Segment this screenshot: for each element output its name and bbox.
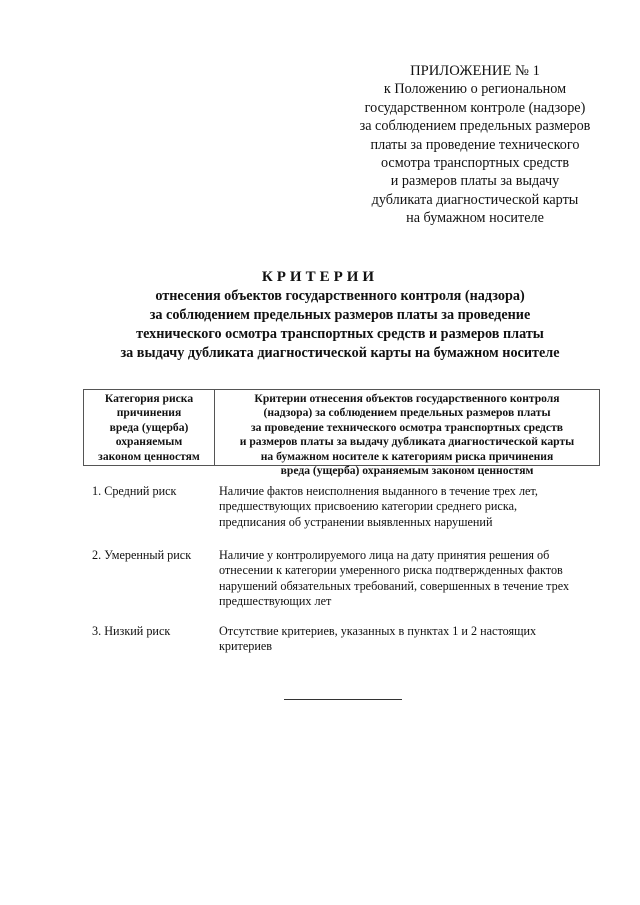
appendix-line: на бумажном носителе [406,210,544,227]
table-row [92,484,602,530]
criteria-line: нарушений обязательных требований, совершенных в течение трех [219,578,570,593]
subtitle-line: за соблюдением предельных размеров платы за проведение [149,307,531,323]
criteria-line: отнесении к категории умеренного риска подтвержденных фактов [219,563,563,578]
header-criteria [215,390,599,478]
appendix-line: платы за проведение технического [370,136,580,153]
header-risk-category [84,390,215,465]
header-line: причинения [116,406,182,420]
appendix-line: за соблюдением предельных размеров [359,118,591,135]
appendix-line: к Положению о региональном [383,81,567,98]
end-divider [284,699,402,700]
header-line: (надзора) за соблюдением предельных размеров платы [263,406,551,420]
header-line: и размеров платы за выдачу дубликата диагностической карты [239,435,575,449]
appendix-heading: ПРИЛОЖЕНИЕ № 1 [410,63,540,79]
appendix-line: дубликата диагностической карты [371,191,579,208]
subtitle-line: технического осмотра транспортных средств и размеров платы [136,326,544,342]
header-line: за проведение технического осмотра транспортных средств [250,420,564,434]
header-line: вреда (ущерба) охраняемым законом ценностям [280,464,534,478]
header-line: охраняемым [115,435,183,449]
risk-criteria-text [219,484,538,530]
table-header [83,389,600,478]
criteria-line: критериев [219,639,273,654]
criteria-line: Отсутствие критериев, указанных в пунктах 1 и 2 настоящих [219,624,537,638]
risk-category-medium: 1. Средний риск [92,484,177,498]
header-line: вреда (ущерба) [109,420,189,434]
risk-criteria-text [219,624,536,655]
table-row [92,548,602,610]
risk-category-low: 3. Низкий риск [92,624,171,638]
criteria-line: Наличие фактов неисполнения выданного в течение трех лет, [219,484,538,498]
appendix-line: государственном контроле (надзоре) [364,99,586,116]
criteria-subtitle [80,287,600,363]
header-line: Категория риска [104,392,194,405]
header-line: Критерии отнесения объектов государственного контроля [254,392,560,405]
criteria-title: КРИТЕРИИ [261,269,379,285]
table-row [92,624,602,655]
appendix-line: осмотра транспортных средств [380,155,570,172]
header-line: законом ценностям [98,449,200,463]
header-line: на бумажном носителе к категориям риска причинения [260,449,554,463]
appendix-line: и размеров платы за выдачу [390,173,560,190]
subtitle-line: отнесения объектов государственного контроля (надзора) [155,288,525,304]
criteria-line: предшествующих лет [219,594,332,609]
appendix-block [330,62,620,228]
risk-category-moderate: 2. Умеренный риск [92,548,192,562]
criteria-line: Наличие у контролируемого лица на дату принятия решения об [219,548,550,562]
risk-criteria-text [219,548,569,610]
criteria-line: предшествующих присвоению категории среднего риска, [219,499,518,514]
subtitle-line: за выдачу дубликата диагностической карты на бумажном носителе [120,345,560,361]
criteria-line: предписания об устранении выявленных нарушений [219,514,493,529]
